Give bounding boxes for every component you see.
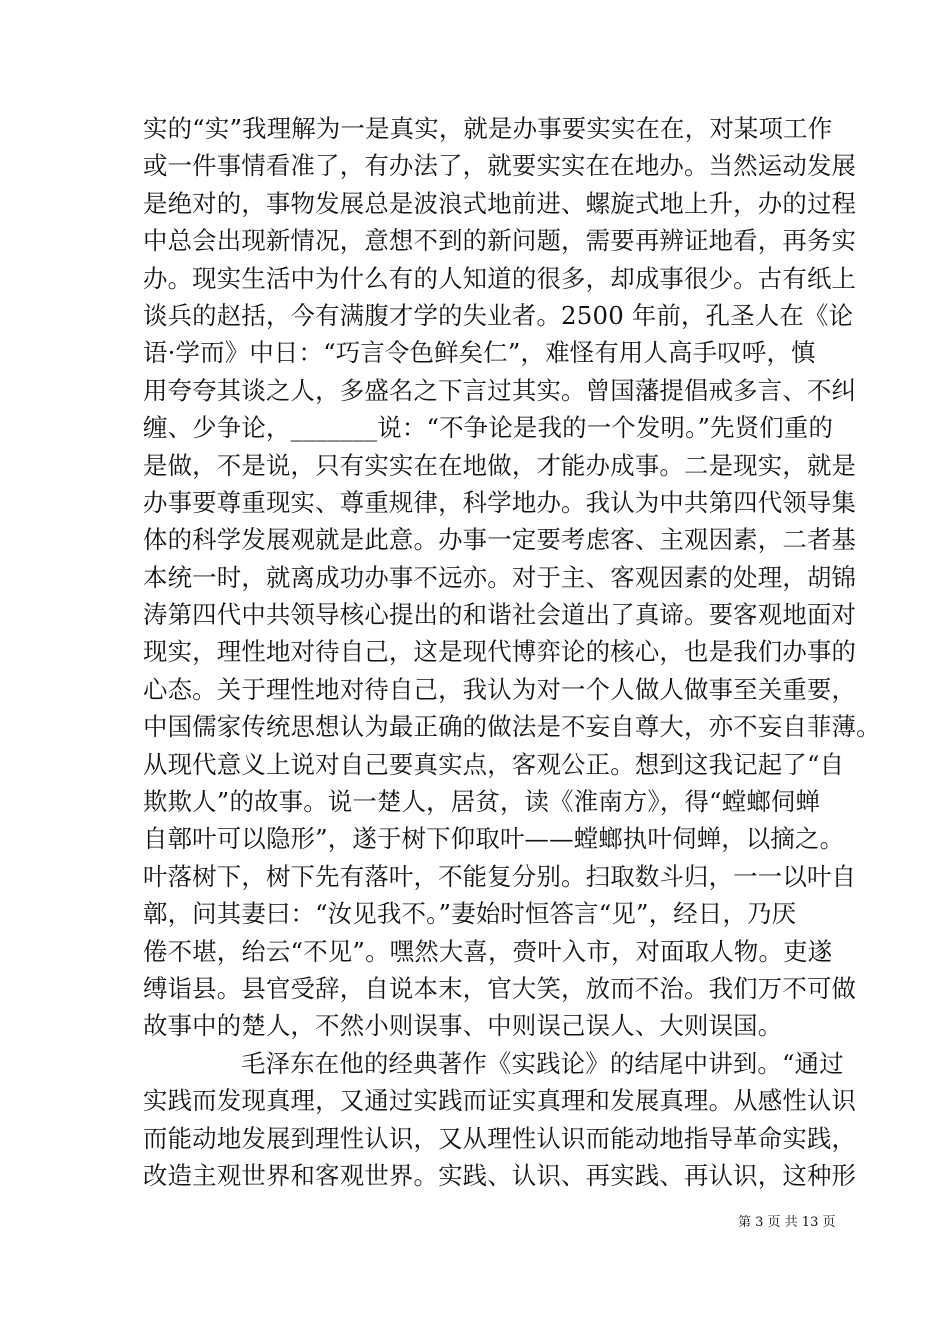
text-line: 毛泽东在他的经典著作《实践论》的结尾中讲到。“通过 (241, 1048, 844, 1078)
text-line: 语·学而》中日：“巧言令色鲜矣仁”，难怪有用人高手叹呼，慎 (143, 338, 816, 368)
text-line: 涛第四代中共领导核心提出的和谐社会道出了真谛。要客观地面对 (143, 600, 857, 630)
text-line: 中国儒家传统思想认为最正确的做法是不妄自尊大，亦不妄自菲薄。 (143, 712, 881, 742)
text-line: 中总会出现新情况，意想不到的新问题，需要再辨证地看，再务实 (143, 226, 857, 256)
text-line: 自鄣叶可以隐形”，遂于树下仰取叶——螳螂执叶伺蝉，以摘之。 (143, 824, 845, 854)
text-line: 鄣，问其妻曰：“汝见我不。”妻始时恒答言“见”，经日，乃厌 (143, 899, 797, 929)
text-line: 是绝对的，事物发展总是波浪式地前进、螺旋式地上升，办的过程 (143, 188, 857, 218)
text-line: 是做，不是说，只有实实在在地做，才能办成事。二是现实，就是 (143, 450, 857, 480)
text-line: 欺欺人”的故事。说一楚人，居贫，读《淮南方》，得“螳螂伺蝉 (143, 787, 821, 817)
text-line: 实践而发现真理，又通过实践而证实真理和发展真理。从感性认识 (143, 1086, 857, 1116)
text-line: 或一件事情看准了，有办法了，就要实实在在地办。当然运动发展 (143, 151, 857, 181)
text-line: 缠、少争论，_______说：“不争论是我的一个发明。”先贤们重的 (143, 413, 834, 443)
text-line: 故事中的楚人，不然小则误事、中则误己误人、大则误国。 (143, 1011, 783, 1041)
text-line: 实的“实”我理解为一是真实，就是办事要实实在在，对某项工作 (143, 114, 833, 143)
page-number-footer: 第 3 页 共 13 页 (738, 1215, 836, 1230)
text-line: 叶落树下，树下先有落叶，不能复分别。扫取数斗归，一一以叶自 (143, 861, 857, 891)
text-line: 用夸夸其谈之人，多盛名之下言过其实。曾国藩提倡戒多言、不纠 (143, 375, 857, 405)
text-line: 办。现实生活中为什么有的人知道的很多，却成事很少。古有纸上 (143, 263, 857, 293)
text-line: 体的科学发展观就是此意。办事一定要考虑客、主观因素，二者基 (143, 525, 857, 555)
text-line: 现实，理性地对待自己，这是现代博弈论的核心，也是我们办事的 (143, 637, 857, 667)
text-line: 倦不堪，绐云“不见”。嘿然大喜，赍叶入市，对面取人物。吏遂 (143, 936, 833, 966)
text-line: 改造主观世界和客观世界。实践、认识、再实践、再认识，这种形 (143, 1160, 857, 1190)
text-line: 本统一时，就离成功办事不远亦。对于主、客观因素的处理，胡锦 (143, 562, 857, 592)
text-line: 心态。关于理性地对待自己，我认为对一个人做人做事至关重要， (143, 674, 857, 704)
text-line: 谈兵的赵括，今有满腹才学的失业者。2500 年前，孔圣人在《论 (143, 300, 854, 330)
text-line: 缚诣县。县官受辞，自说本末，官大笑，放而不治。我们万不可做 (143, 973, 857, 1003)
text-line: 而能动地发展到理性认识，又从理性认识而能动地指导革命实践， (143, 1123, 857, 1153)
text-line: 办事要尊重现实、尊重规律，科学地办。我认为中共第四代领导集 (143, 487, 857, 517)
text-line: 从现代意义上说对自己要真实点，客观公正。想到这我记起了“自 (143, 749, 845, 779)
document-body (143, 110, 881, 1194)
